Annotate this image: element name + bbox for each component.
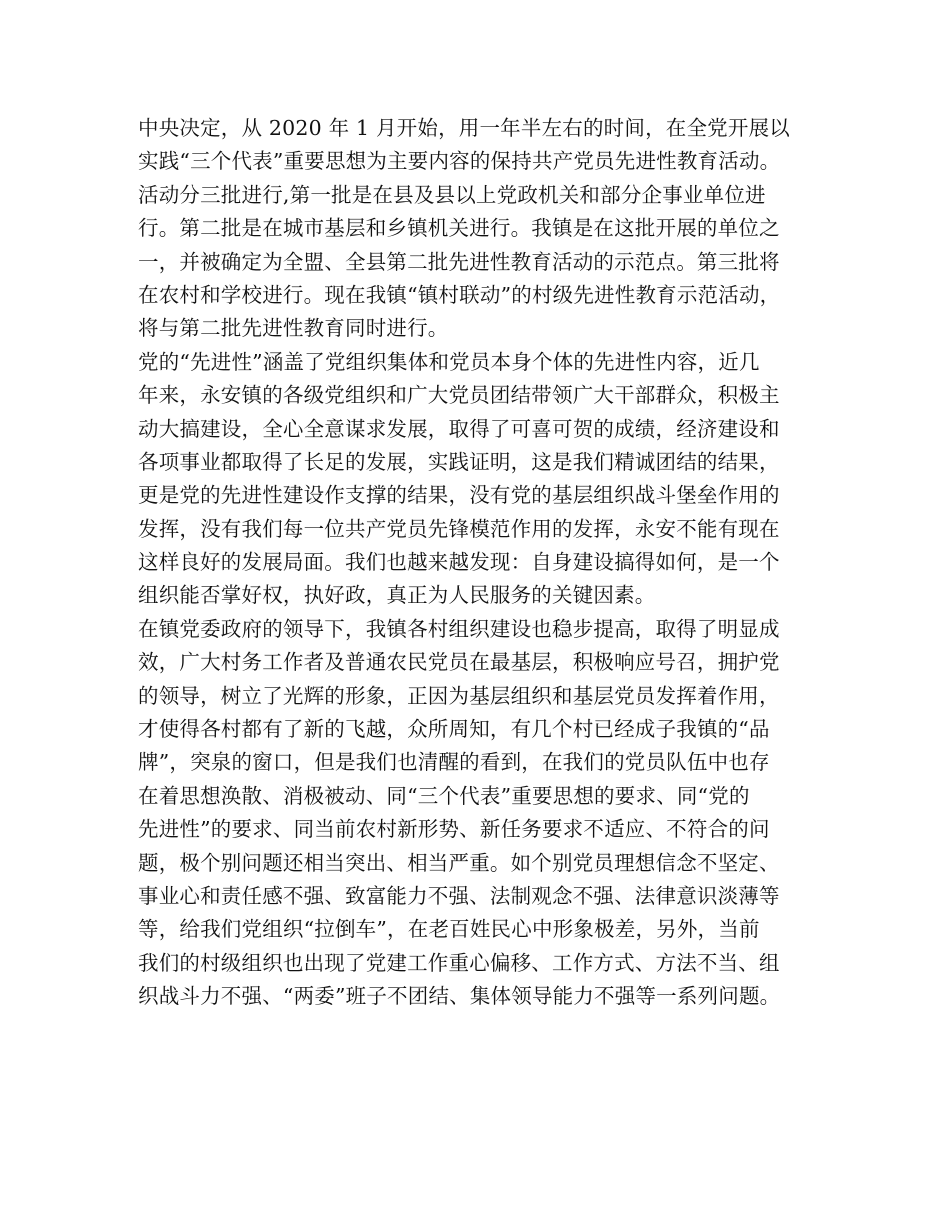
text-line: 织战斗力不强、“两委”班子不团结、集体领导能力不强等一系列问题。	[138, 984, 781, 1009]
text-line: 行。第二批是在城市基层和乡镇机关进行。我镇是在这批开展的单位之	[138, 216, 780, 241]
text-line: 事业心和责任感不强、致富能力不强、法制观念不强、法律意识淡薄等	[138, 883, 780, 908]
text-line: 一，并被确定为全盟、全县第二批先进性教育活动的示范点。第三批将	[138, 249, 780, 274]
text-line: 中央决定，从 2020 年 1 月开始，用一年半左右的时间，在全党开展以	[138, 116, 790, 140]
text-line: 等，给我们党组织“拉倒车”，在老百姓民心中形象极差，另外，当前	[138, 917, 760, 942]
text-line: 我们的村级组织也出现了党建工作重心偏移、工作方式、方法不当、组	[138, 950, 780, 975]
text-line: 组织能否掌好权，执好政，真正为人民服务的关键因素。	[138, 583, 656, 608]
text-line: 才使得各村都有了新的飞越，众所周知，有几个村已经成子我镇的“品	[138, 717, 770, 742]
text-line: 活动分三批进行,第一批是在县及县以上党政机关和部分企事业单位进	[138, 182, 766, 207]
text-line: 这样良好的发展局面。我们也越来越发现：自身建设搞得如何，是一个	[138, 550, 780, 575]
text-line: 年来，永安镇的各级党组织和广大党员团结带领广大干部群众，积极主	[138, 383, 780, 408]
text-line: 先进性”的要求、同当前农村新形势、新任务要求不适应、不符合的问	[138, 817, 770, 842]
text-line: 更是党的先进性建设作支撑的结果，没有党的基层组织战斗堡垒作用的	[138, 483, 780, 508]
text-line: 效，广大村务工作者及普通农民党员在最基层，积极响应号召，拥护党	[138, 650, 780, 675]
text-line: 在着思想涣散、消极被动、同“三个代表”重要思想的要求、同“党的	[138, 783, 750, 808]
text-line: 题，极个别问题还相当突出、相当严重。如个别党员理想信念不坚定、	[138, 850, 780, 875]
text-line: 动大搞建设，全心全意谋求发展，取得了可喜可贺的成绩，经济建设和	[138, 416, 780, 441]
text-line: 各项事业都取得了长足的发展，实践证明，这是我们精诚团结的结果，	[138, 449, 780, 474]
text-line: 实践“三个代表”重要思想为主要内容的保持共产党员先进性教育活动。	[138, 149, 781, 174]
text-line: 将与第二批先进性教育同时进行。	[138, 316, 449, 341]
document-body	[138, 112, 828, 1014]
text-line: 党的“先进性”涵盖了党组织集体和党员本身个体的先进性内容，近几	[138, 349, 760, 374]
text-line: 的领导，树立了光辉的形象，正因为基层组织和基层党员发挥着作用，	[138, 683, 780, 708]
text-line: 发挥，没有我们每一位共产党员先锋模范作用的发挥，永安不能有现在	[138, 516, 780, 541]
text-line: 牌”，突泉的窗口，但是我们也清醒的看到，在我们的党员队伍中也存	[138, 750, 770, 775]
text-line: 在农村和学校进行。现在我镇“镇村联动”的村级先进性教育示范活动，	[138, 282, 781, 307]
text-line: 在镇党委政府的领导下，我镇各村组织建设也稳步提高，取得了明显成	[138, 616, 780, 641]
